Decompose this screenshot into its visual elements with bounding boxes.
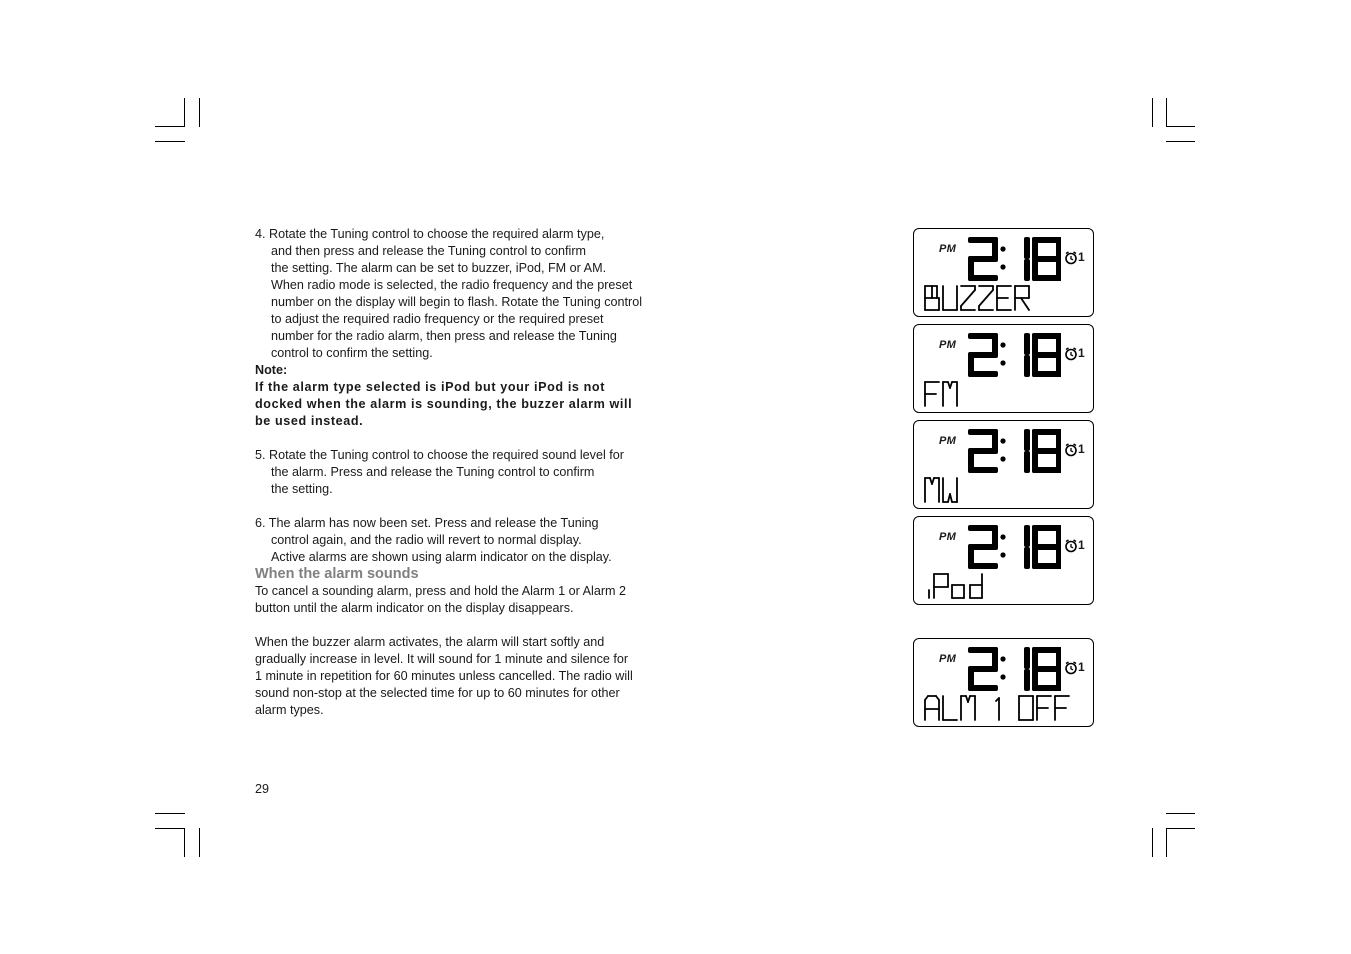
alarm-clock-icon: [1064, 347, 1078, 361]
pm-indicator: PM: [939, 243, 957, 255]
alarm-number: 1: [1078, 442, 1085, 456]
time-digits: [966, 645, 1061, 695]
pm-indicator: PM: [939, 531, 957, 543]
note-label: Note:: [255, 363, 288, 377]
lcd-display-mw: [913, 420, 1094, 509]
alarm-clock-icon: [1064, 251, 1078, 265]
alarm-number: 1: [1078, 250, 1085, 264]
pm-indicator: PM: [939, 653, 957, 665]
time-digits: [966, 427, 1061, 477]
step-5: 5. Rotate the Tuning control to choose the required sound level for the alarm. Press and release the Tuning control to confirm the setting.: [255, 448, 624, 496]
lcd-display-buzzer: [913, 228, 1094, 317]
buzzer-paragraph: When the buzzer alarm activates, the alarm will start softly and gradually increase in level. It will sound for 1 minute and silence for 1 minute in repetition for 60 minutes unless cancelled. The radio will sound non-stop at the selected time for up to 60 minutes for other alarm types.: [255, 635, 633, 717]
step-6: 6. The alarm has now been set. Press and release the Tuning control again, and the radio will revert to normal display. Active alarms are shown using alarm indicator on the display.: [255, 516, 612, 564]
instructions-text: [255, 226, 675, 719]
mode-text: [923, 381, 1088, 407]
time-digits: [966, 235, 1061, 285]
pm-indicator: PM: [939, 435, 957, 447]
lcd-display-ipod: [913, 516, 1094, 605]
mode-text: [923, 695, 1088, 721]
alarm-number: 1: [1078, 538, 1085, 552]
alarm-clock-icon: [1064, 443, 1078, 457]
section-heading: When the alarm sounds: [255, 566, 419, 582]
time-digits: [966, 331, 1061, 381]
alarm-clock-icon: [1064, 661, 1078, 675]
alarm-number: 1: [1078, 660, 1085, 674]
mode-text: [923, 573, 1088, 599]
alarm-number: 1: [1078, 346, 1085, 360]
lcd-display-fm: [913, 324, 1094, 413]
time-digits: [966, 523, 1061, 573]
page-number: 29: [255, 782, 270, 796]
pm-indicator: PM: [939, 339, 957, 351]
alarm-clock-icon: [1064, 539, 1078, 553]
lcd-display-alarm-off: [913, 638, 1094, 727]
step-4: 4. Rotate the Tuning control to choose the required alarm type, and then press and release the Tuning control to confirm the setting. The alarm can be set to buzzer, iPod, FM or AM. When radio mode is selected, the radio frequency and the preset number on the display will begin to flash. Rotate the Tuning control to adjust the required radio frequency or the required preset number for the radio alarm, then press and release the Tuning control to confirm the setting.: [255, 227, 643, 360]
cancel-paragraph: To cancel a sounding alarm, press and hold the Alarm 1 or Alarm 2 button until the alarm indicator on the display disappears.: [255, 584, 627, 615]
mode-text: [923, 477, 1088, 503]
note-body: If the alarm type selected is iPod but your iPod is not docked when the alarm is sounding, the buzzer alarm will be used instead.: [255, 380, 633, 428]
mode-text: [923, 285, 1088, 311]
